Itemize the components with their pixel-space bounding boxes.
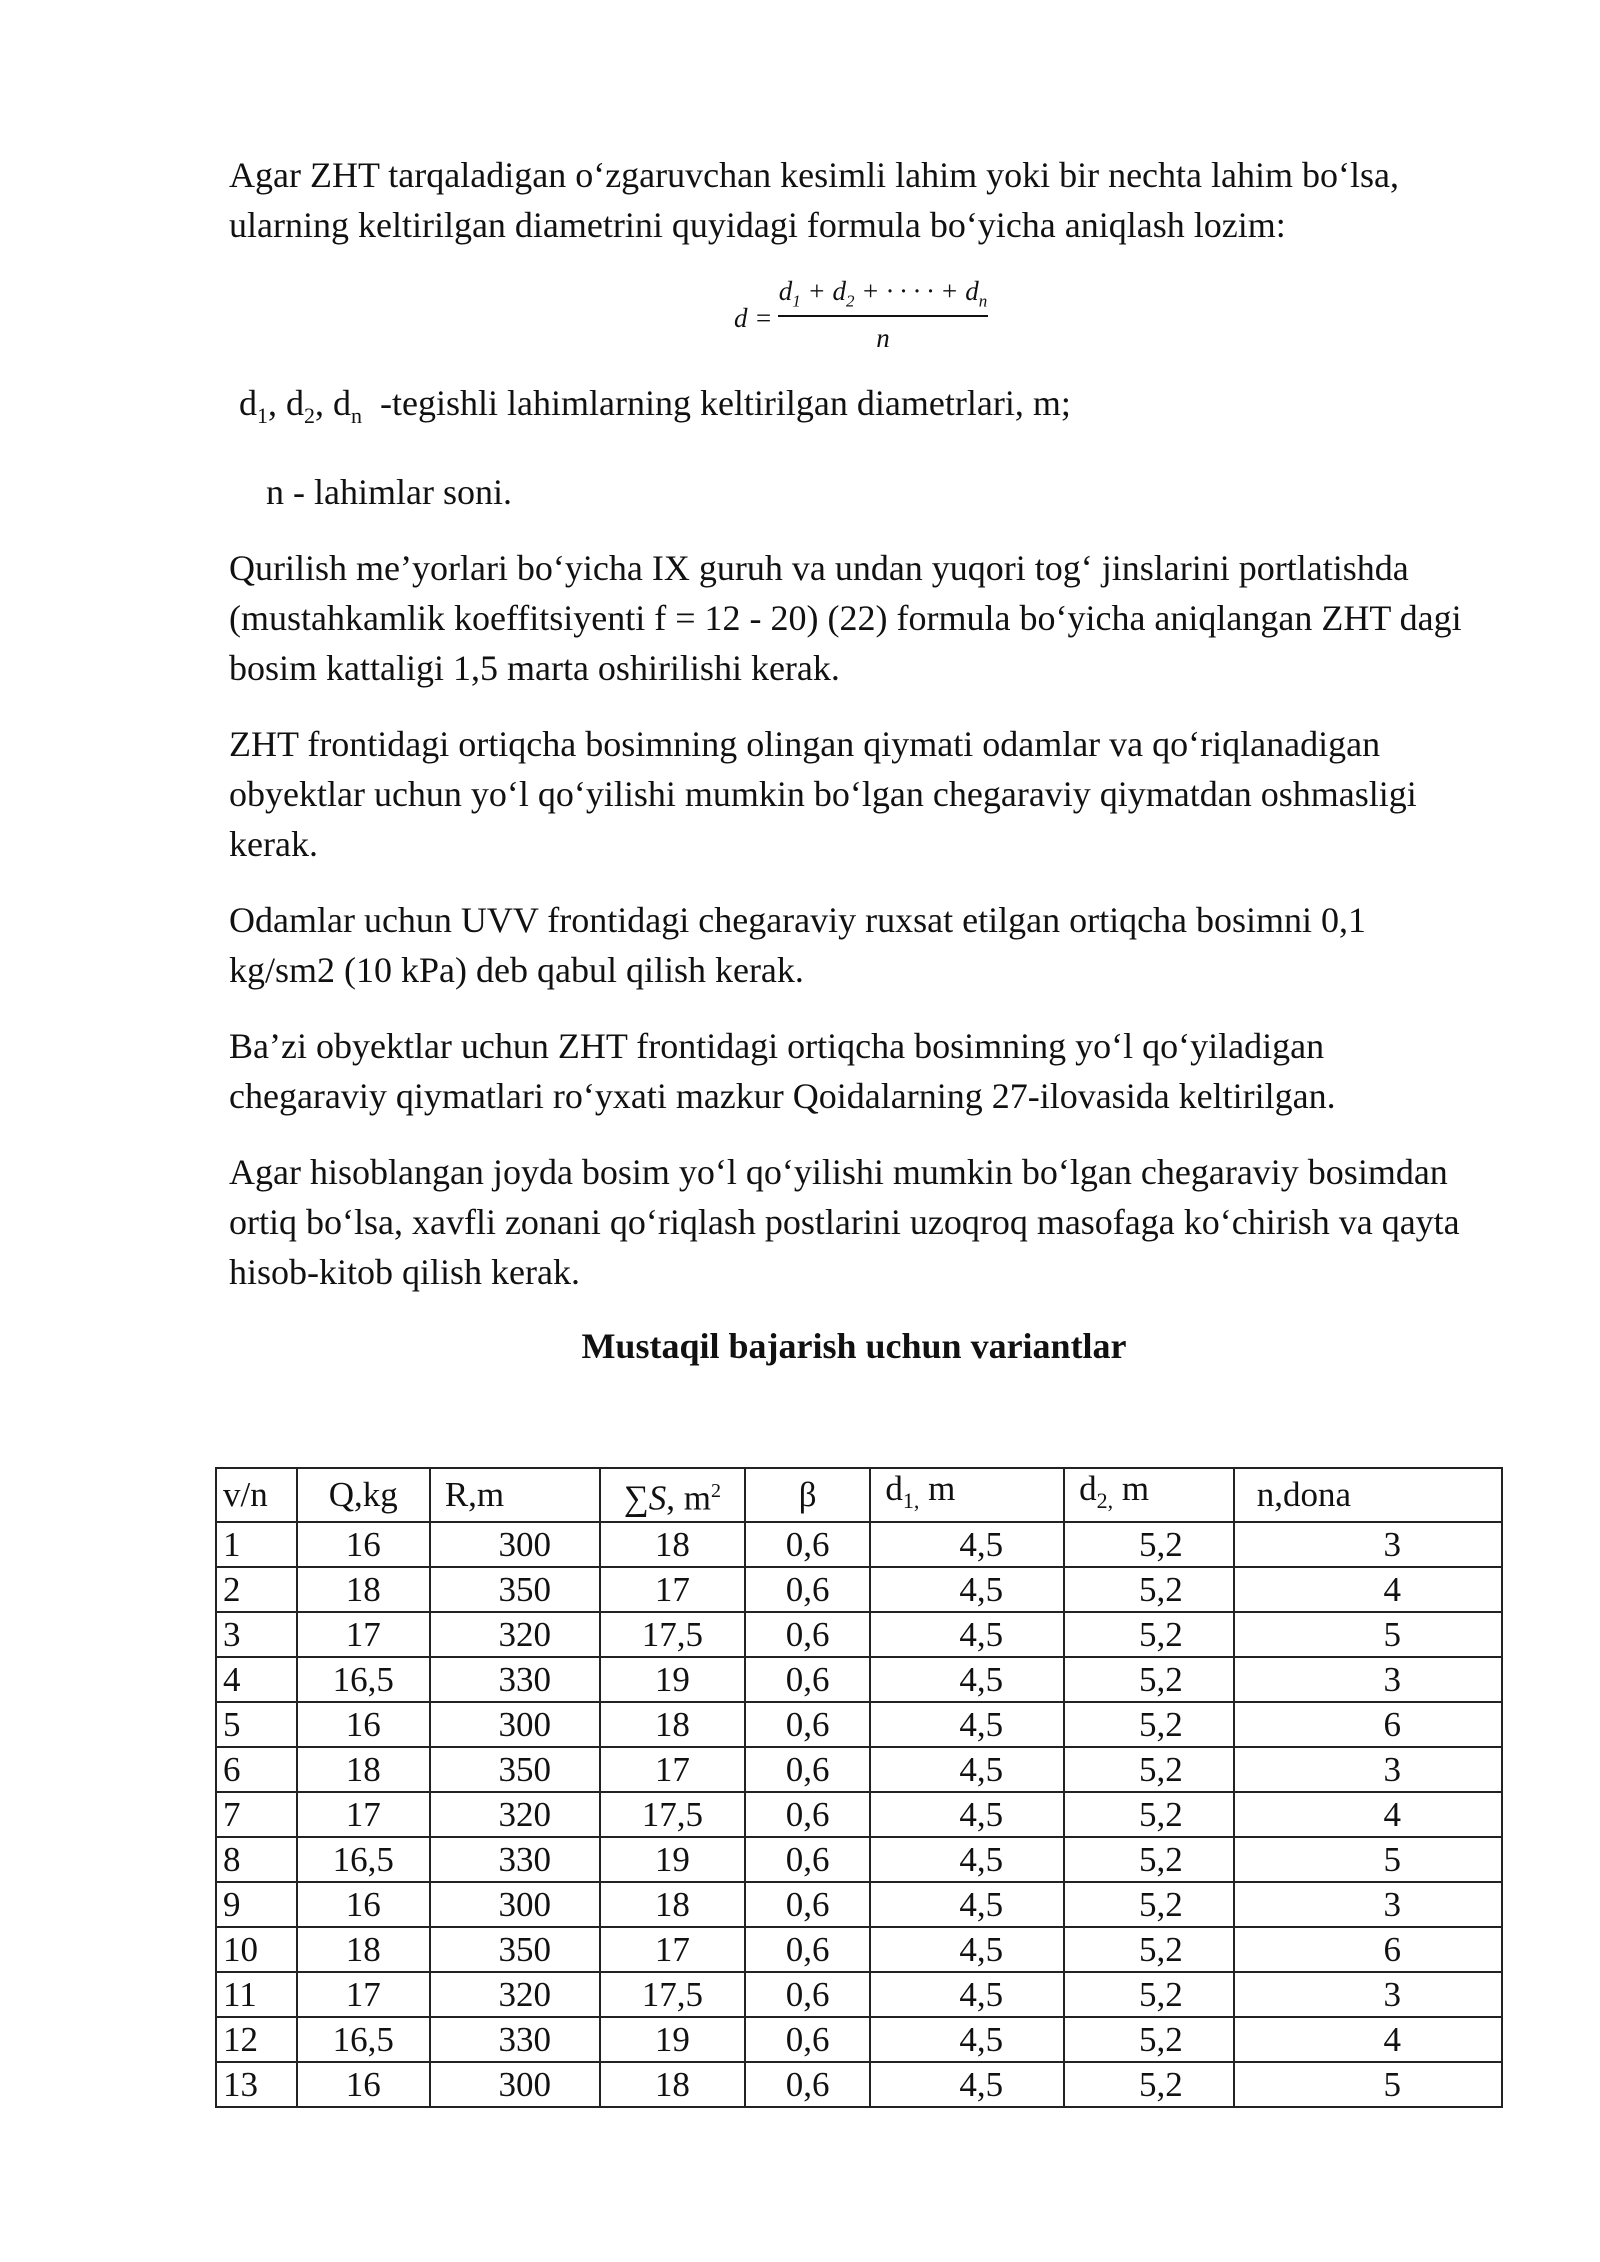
cell-d1: 4,5 bbox=[870, 2062, 1064, 2107]
cell-d1: 4,5 bbox=[870, 1882, 1064, 1927]
cell-n: 3 bbox=[1234, 1972, 1502, 2017]
cell-n: 6 bbox=[1234, 1927, 1502, 1972]
table-header-row bbox=[216, 1468, 1502, 1522]
header-beta: β bbox=[745, 1468, 871, 1522]
cell-n: 5 bbox=[1234, 1837, 1502, 1882]
cell-r: 300 bbox=[430, 1882, 600, 1927]
cell-d1: 4,5 bbox=[870, 1702, 1064, 1747]
table-body bbox=[216, 1522, 1502, 2107]
cell-n: 6 bbox=[1234, 1702, 1502, 1747]
cell-d2: 5,2 bbox=[1064, 1747, 1234, 1792]
cell-n: 3 bbox=[1234, 1747, 1502, 1792]
cell-r: 330 bbox=[430, 2017, 600, 2062]
document-body bbox=[229, 150, 1479, 1395]
cell-d1: 4,5 bbox=[870, 2017, 1064, 2062]
cell-n: 5 bbox=[1234, 2062, 1502, 2107]
header-sum-s: ∑S, $m^2$ bbox=[600, 1468, 745, 1522]
cell-d2: 5,2 bbox=[1064, 2062, 1234, 2107]
cell-sum-s: 18 bbox=[600, 1882, 745, 1927]
cell-n: 5 bbox=[1234, 1612, 1502, 1657]
cell-beta: 0,6 bbox=[745, 2062, 871, 2107]
cell-d2: 5,2 bbox=[1064, 1567, 1234, 1612]
cell-n: 4 bbox=[1234, 1567, 1502, 1612]
cell-d2: 5,2 bbox=[1064, 1612, 1234, 1657]
table-row bbox=[216, 1972, 1502, 2017]
cell-d1: 4,5 bbox=[870, 1657, 1064, 1702]
cell-beta: 0,6 bbox=[745, 1972, 871, 2017]
cell-vn: 9 bbox=[216, 1882, 297, 1927]
cell-r: 350 bbox=[430, 1567, 600, 1612]
cell-d2: 5,2 bbox=[1064, 1522, 1234, 1567]
cell-q: 18 bbox=[297, 1927, 430, 1972]
cell-d2: 5,2 bbox=[1064, 1792, 1234, 1837]
cell-d2: 5,2 bbox=[1064, 1657, 1234, 1702]
cell-vn: 8 bbox=[216, 1837, 297, 1882]
cell-vn: 6 bbox=[216, 1747, 297, 1792]
definition-d: $d_1$, $d_2$, $d_n$ -tegishli lahimlarning keltirilgan diametrlari, m; bbox=[239, 383, 1071, 429]
table-row bbox=[216, 1927, 1502, 1972]
cell-d2: 5,2 bbox=[1064, 1837, 1234, 1882]
cell-sum-s: 19 bbox=[600, 1657, 745, 1702]
cell-r: 350 bbox=[430, 1927, 600, 1972]
header-vn: v/n bbox=[216, 1468, 297, 1522]
cell-d1: 4,5 bbox=[870, 1567, 1064, 1612]
cell-n: 3 bbox=[1234, 1657, 1502, 1702]
table-row bbox=[216, 1702, 1502, 1747]
cell-d1: 4,5 bbox=[870, 1927, 1064, 1972]
paragraph-1: Qurilish me’yorlari bo‘yicha IX guruh va undan yuqori tog‘ jinslarini portlatishda (mustahkamlik koeffitsiyenti f = 12 - 20) (22) formula bo‘yicha aniqlangan ZHT dagi bosim kattaligi 1,5 marta oshirilishi kerak. bbox=[229, 548, 1462, 689]
header-q: Q,kg bbox=[297, 1468, 430, 1522]
header-n: n,dona bbox=[1234, 1468, 1502, 1522]
table-row bbox=[216, 1657, 1502, 1702]
cell-n: 4 bbox=[1234, 2017, 1502, 2062]
cell-q: 16,5 bbox=[297, 1837, 430, 1882]
cell-sum-s: 19 bbox=[600, 2017, 745, 2062]
cell-vn: 11 bbox=[216, 1972, 297, 2017]
formula-denominator: n bbox=[876, 323, 890, 354]
cell-vn: 10 bbox=[216, 1927, 297, 1972]
paragraph-4: Ba’zi obyektlar uchun ZHT frontidagi ortiqcha bosimning yo‘l qo‘yiladigan chegaraviy qiymatlari ro‘yxati mazkur Qoidalarning 27-ilovasida keltirilgan. bbox=[229, 1026, 1336, 1117]
cell-n: 3 bbox=[1234, 1522, 1502, 1567]
cell-beta: 0,6 bbox=[745, 1657, 871, 1702]
cell-d1: 4,5 bbox=[870, 1972, 1064, 2017]
diameter-formula bbox=[229, 270, 1479, 370]
cell-r: 300 bbox=[430, 2062, 600, 2107]
cell-beta: 0,6 bbox=[745, 1567, 871, 1612]
cell-beta: 0,6 bbox=[745, 1882, 871, 1927]
cell-sum-s: 17,5 bbox=[600, 1972, 745, 2017]
cell-q: 17 bbox=[297, 1972, 430, 2017]
cell-d2: 5,2 bbox=[1064, 2017, 1234, 2062]
formula-fraction bbox=[778, 276, 988, 354]
table-row bbox=[216, 1882, 1502, 1927]
table-row bbox=[216, 1522, 1502, 1567]
cell-r: 300 bbox=[430, 1702, 600, 1747]
cell-beta: 0,6 bbox=[745, 1612, 871, 1657]
cell-r: 350 bbox=[430, 1747, 600, 1792]
cell-vn: 1 bbox=[216, 1522, 297, 1567]
cell-q: 16 bbox=[297, 1702, 430, 1747]
cell-r: 320 bbox=[430, 1972, 600, 2017]
cell-vn: 7 bbox=[216, 1792, 297, 1837]
table-row bbox=[216, 1612, 1502, 1657]
cell-vn: 13 bbox=[216, 2062, 297, 2107]
cell-sum-s: 17,5 bbox=[600, 1792, 745, 1837]
definition-d-text: -tegishli lahimlarning keltirilgan diametrlari, m; bbox=[380, 383, 1071, 423]
cell-vn: 2 bbox=[216, 1567, 297, 1612]
cell-n: 4 bbox=[1234, 1792, 1502, 1837]
cell-d1: 4,5 bbox=[870, 1747, 1064, 1792]
cell-vn: 5 bbox=[216, 1702, 297, 1747]
cell-q: 17 bbox=[297, 1792, 430, 1837]
formula-numerator: $d_1 + d_2$ + · · · · + $d_n$ bbox=[778, 276, 988, 317]
paragraph-2: ZHT frontidagi ortiqcha bosimning olingan qiymati odamlar va qo‘riqlanadigan obyektlar uchun yo‘l qo‘yilishi mumkin bo‘lgan chegaraviy qiymatdan oshmasligi kerak. bbox=[229, 724, 1417, 865]
cell-beta: 0,6 bbox=[745, 2017, 871, 2062]
cell-q: 16 bbox=[297, 1882, 430, 1927]
cell-vn: 3 bbox=[216, 1612, 297, 1657]
cell-d1: 4,5 bbox=[870, 1522, 1064, 1567]
header-d1: $d_{1,}$ m bbox=[870, 1468, 1064, 1522]
paragraph-5: Agar hisoblangan joyda bosim yo‘l qo‘yilishi mumkin bo‘lgan chegaraviy bosimdan ortiq bo‘lsa, xavfli zonani qo‘riqlash postlarini uzoqroq masofaga ko‘chirish va qayta hisob-kitob qilish kerak. bbox=[229, 1152, 1460, 1293]
cell-sum-s: 18 bbox=[600, 1522, 745, 1567]
cell-vn: 12 bbox=[216, 2017, 297, 2062]
cell-sum-s: 18 bbox=[600, 2062, 745, 2107]
variants-table bbox=[215, 1467, 1503, 2108]
header-r: R,m bbox=[430, 1468, 600, 1522]
table-title: Mustaqil bajarish uchun variantlar bbox=[581, 1326, 1127, 1367]
cell-q: 16 bbox=[297, 1522, 430, 1567]
cell-d2: 5,2 bbox=[1064, 1927, 1234, 1972]
cell-sum-s: 19 bbox=[600, 1837, 745, 1882]
cell-sum-s: 17 bbox=[600, 1567, 745, 1612]
cell-beta: 0,6 bbox=[745, 1702, 871, 1747]
formula-lhs: d = bbox=[734, 303, 773, 333]
cell-beta: 0,6 bbox=[745, 1747, 871, 1792]
table-row bbox=[216, 1837, 1502, 1882]
cell-d1: 4,5 bbox=[870, 1792, 1064, 1837]
cell-beta: 0,6 bbox=[745, 1522, 871, 1567]
cell-sum-s: 17,5 bbox=[600, 1612, 745, 1657]
cell-sum-s: 17 bbox=[600, 1747, 745, 1792]
cell-d2: 5,2 bbox=[1064, 1972, 1234, 2017]
cell-sum-s: 17 bbox=[600, 1927, 745, 1972]
cell-q: 18 bbox=[297, 1747, 430, 1792]
table-row bbox=[216, 1792, 1502, 1837]
cell-d1: 4,5 bbox=[870, 1612, 1064, 1657]
definition-n: n - lahimlar soni. bbox=[266, 472, 512, 513]
cell-d2: 5,2 bbox=[1064, 1702, 1234, 1747]
cell-sum-s: 18 bbox=[600, 1702, 745, 1747]
cell-r: 300 bbox=[430, 1522, 600, 1567]
cell-d2: 5,2 bbox=[1064, 1882, 1234, 1927]
cell-n: 3 bbox=[1234, 1882, 1502, 1927]
cell-r: 320 bbox=[430, 1792, 600, 1837]
paragraph-3: Odamlar uchun UVV frontidagi chegaraviy ruxsat etilgan ortiqcha bosimni 0,1 kg/sm2 (10 kPa) deb qabul qilish kerak. bbox=[229, 900, 1367, 991]
cell-beta: 0,6 bbox=[745, 1792, 871, 1837]
cell-q: 16,5 bbox=[297, 1657, 430, 1702]
table-row bbox=[216, 1747, 1502, 1792]
table-row bbox=[216, 2062, 1502, 2107]
cell-beta: 0,6 bbox=[745, 1927, 871, 1972]
table-row bbox=[216, 2017, 1502, 2062]
cell-r: 320 bbox=[430, 1612, 600, 1657]
cell-q: 16 bbox=[297, 2062, 430, 2107]
cell-r: 330 bbox=[430, 1837, 600, 1882]
cell-q: 17 bbox=[297, 1612, 430, 1657]
cell-q: 16,5 bbox=[297, 2017, 430, 2062]
cell-q: 18 bbox=[297, 1567, 430, 1612]
cell-r: 330 bbox=[430, 1657, 600, 1702]
table-row bbox=[216, 1567, 1502, 1612]
cell-d1: 4,5 bbox=[870, 1837, 1064, 1882]
cell-vn: 4 bbox=[216, 1657, 297, 1702]
intro-paragraph: Agar ZHT tarqaladigan o‘zgaruvchan kesimli lahim yoki bir nechta lahim bo‘lsa, ularning keltirilgan diametrini quyidagi formula bo‘yicha aniqlash lozim: bbox=[229, 155, 1399, 245]
header-d2: $d_{2,}$ m bbox=[1064, 1468, 1234, 1522]
cell-beta: 0,6 bbox=[745, 1837, 871, 1882]
